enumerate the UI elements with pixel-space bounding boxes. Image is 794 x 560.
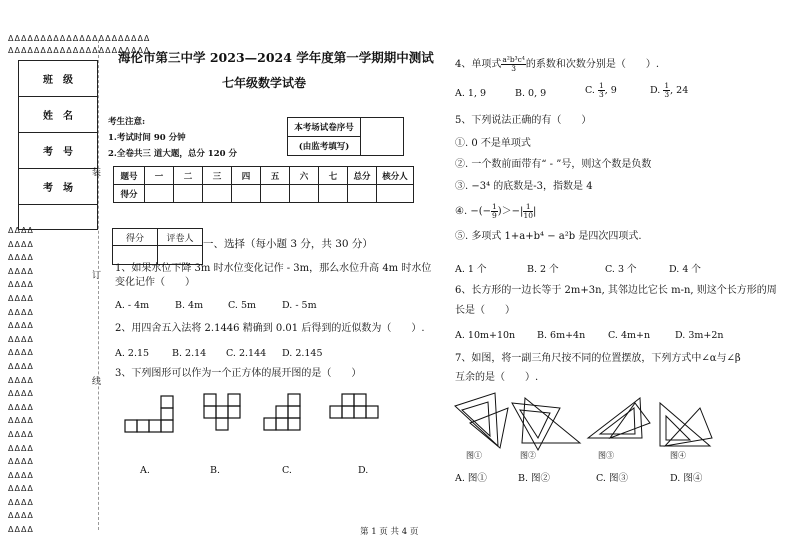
- score-cell-7[interactable]: [319, 185, 348, 203]
- q4-d-num: 1: [664, 81, 670, 90]
- cube-net-c: [264, 394, 300, 430]
- class-label: 班 级: [19, 61, 98, 97]
- q6-line2: 长是（ ）: [455, 305, 515, 316]
- seq-fill-cell[interactable]: [361, 118, 404, 156]
- cube-net-a: [125, 396, 173, 432]
- triangle-row: ΔΔΔΔ: [8, 511, 34, 521]
- triangle-row: ΔΔΔΔ: [8, 348, 34, 358]
- triangle-row: ΔΔΔΔ: [8, 307, 34, 317]
- fig-label-3: 图③: [598, 451, 614, 460]
- triangle-row: ΔΔΔΔ: [8, 280, 34, 290]
- score-header-7: 七: [319, 167, 348, 185]
- q4-option-c-letter: C.: [585, 85, 595, 96]
- section1-title: 一、选择（每小题 3 分，共 30 分）: [203, 238, 373, 250]
- score-header-8: 总分: [348, 167, 377, 185]
- score-cell-8[interactable]: [348, 185, 377, 203]
- q4-d-tail: , 24: [670, 85, 689, 96]
- fig-label-1: 图①: [466, 451, 482, 460]
- triangle-border-top-2: ΔΔΔΔΔΔΔΔΔΔΔΔΔΔΔΔΔΔΔΔΔΔ: [8, 46, 151, 55]
- q4-c-den: 3: [598, 90, 604, 99]
- name-label: 姓 名: [19, 97, 98, 133]
- q2-stem: 2、用四舍五入法将 2.1446 精确到 0.01 后得到的近似数为（ ）.: [115, 323, 425, 334]
- q3-option-c[interactable]: C.: [282, 465, 292, 476]
- triangle-row: ΔΔΔΔ: [8, 293, 34, 303]
- q1-option-c[interactable]: C. 5m: [228, 300, 257, 311]
- q5-frac1-n: 1: [492, 202, 497, 211]
- score-cell-6[interactable]: [290, 185, 319, 203]
- cube-net-figures: [120, 390, 420, 440]
- q4-option-a[interactable]: A. 1, 9: [455, 88, 487, 99]
- binding-mark-ding: 订: [92, 271, 102, 281]
- q7-option-a[interactable]: A. 图①: [455, 473, 487, 484]
- triangle-row: ΔΔΔΔ: [8, 497, 34, 507]
- q5-item-5: ⑤. 多项式 1+a+b⁴ − a²b 是四次四项式.: [455, 231, 642, 242]
- q5-item-4-end: |: [532, 206, 537, 217]
- binding-line: [98, 40, 99, 530]
- binding-mark-zhuang: 装: [92, 168, 102, 178]
- q3-option-a[interactable]: A.: [140, 465, 150, 476]
- notes-title: 考生注意:: [108, 117, 146, 127]
- q5-item-4-mid: )＞−|: [497, 206, 524, 217]
- score-cell-9[interactable]: [377, 185, 414, 203]
- note-time: 1.考试时间 90 分钟: [108, 133, 186, 143]
- triangle-row: ΔΔΔΔ: [8, 226, 34, 235]
- seq-note: (由监考填写): [288, 137, 361, 156]
- binding-mark-xian: 线: [92, 377, 102, 387]
- triangle-row: ΔΔΔΔ: [8, 253, 34, 263]
- exam-room-label: 考 场: [19, 169, 98, 205]
- score-header-0: 题号: [114, 167, 145, 185]
- triangle-row: ΔΔΔΔ: [8, 389, 34, 399]
- q4-option-c[interactable]: [585, 82, 617, 99]
- triangle-row: ΔΔΔΔ: [8, 321, 34, 331]
- figure-4: [660, 403, 712, 446]
- score-cell-3[interactable]: [203, 185, 232, 203]
- q4-option-b[interactable]: B. 0, 9: [515, 88, 547, 99]
- q4-option-d[interactable]: [650, 82, 688, 99]
- q5-item-4: [455, 203, 536, 220]
- grade-grader-label: 评卷人: [158, 229, 203, 246]
- q1-option-a[interactable]: A. - 4m: [115, 300, 150, 311]
- q5-frac2-n: 1: [523, 203, 533, 212]
- figure-1: [455, 393, 508, 448]
- grade-score-label: 得分: [113, 229, 158, 246]
- seq-number-table: [287, 117, 404, 156]
- q7-line1: 7、如图，将一副三角尺按不同的位置摆放，下列方式中∠α与∠β: [455, 353, 741, 364]
- q4-stem: [455, 56, 659, 73]
- triangle-row: ΔΔΔΔ: [8, 361, 34, 371]
- q5-stem: 5、下列说法正确的有（ ）: [455, 115, 592, 126]
- q4-monomial: [501, 56, 526, 73]
- q5-frac1-d: 9: [492, 211, 497, 220]
- score-cell-1[interactable]: [145, 185, 174, 203]
- triangle-row: ΔΔΔΔ: [8, 470, 34, 480]
- score-table: [113, 166, 414, 203]
- triangle-border-rows: [8, 224, 34, 537]
- q3-stem: 3、下列图形可以作为一个正方体的展开图的是（ ）: [115, 368, 362, 379]
- triangle-row: ΔΔΔΔ: [8, 484, 34, 494]
- q5-item-2: ②. 一个数前面带有“ - ”号，则这个数是负数: [455, 159, 652, 170]
- triangle-row: ΔΔΔΔ: [8, 525, 34, 535]
- q1-option-b[interactable]: B. 4m: [175, 300, 204, 311]
- q3-option-b[interactable]: B.: [210, 465, 221, 476]
- figure-2: [512, 398, 580, 450]
- q5-item-4-a: −(−: [470, 206, 491, 217]
- q7-line2: 互余的是（ ）.: [455, 372, 539, 383]
- score-header-5: 五: [261, 167, 290, 185]
- triangle-row: ΔΔΔΔ: [8, 239, 34, 249]
- q2-option-d[interactable]: D. 2.145: [282, 348, 323, 359]
- q4-suffix: 的系数和次数分别是（ ）.: [525, 59, 660, 70]
- q6-option-d[interactable]: D. 3m+2n: [675, 330, 724, 341]
- q1-line1: 1、如果水位下降 3m 时水位变化记作 - 3m，那么水位升高 4m 时水位: [115, 263, 432, 274]
- exam-subtitle: 七年级数学试卷: [222, 76, 307, 90]
- triangle-row: ΔΔΔΔ: [8, 443, 34, 453]
- score-cell-2[interactable]: [174, 185, 203, 203]
- cube-net-d: [330, 394, 378, 418]
- q4-d-den: 3: [664, 90, 670, 99]
- triangle-row: ΔΔΔΔ: [8, 457, 34, 467]
- q6-line1: 6、长方形的一边长等于 2m+3n, 其邻边比它长 m-n, 则这个长方形的周: [455, 285, 777, 296]
- exam-title: 海伦市第三中学 2023—2024 学年度第一学期期中测试: [118, 50, 434, 65]
- fig-label-2: 图②: [520, 451, 536, 460]
- q5-item-4-num: ④.: [455, 206, 471, 217]
- figure-3: [588, 398, 650, 438]
- score-cell-4[interactable]: [232, 185, 261, 203]
- triangle-row: ΔΔΔΔ: [8, 334, 34, 344]
- score-cell-5[interactable]: [261, 185, 290, 203]
- q5-option-a[interactable]: A. 1 个: [455, 264, 487, 275]
- q4-monomial-num: a²b³c⁴: [502, 55, 525, 64]
- q4-c-tail: , 9: [604, 85, 617, 96]
- note-total: 2.全卷共三 道大题，总分 120 分: [108, 149, 237, 159]
- q5-option-c[interactable]: C. 3 个: [605, 264, 637, 275]
- triangle-row: ΔΔΔΔ: [8, 429, 34, 439]
- score-header-6: 六: [290, 167, 319, 185]
- cube-net-b: [204, 394, 240, 430]
- q5-item-3: ③. −3⁴ 的底数是-3，指数是 4: [455, 181, 593, 192]
- q5-item-1: ①. 0 不是单项式: [455, 138, 531, 149]
- score-header-3: 三: [203, 167, 232, 185]
- page-footer: 第 1 页 共 4 页: [360, 527, 419, 537]
- triangle-ruler-figures: [450, 388, 730, 458]
- q4-option-d-letter: D.: [650, 85, 661, 96]
- score-header-1: 一: [145, 167, 174, 185]
- score-header-2: 二: [174, 167, 203, 185]
- q5-option-d[interactable]: D. 4 个: [669, 264, 701, 275]
- q5-frac2-d: 10: [523, 211, 533, 220]
- fig-label-4: 图④: [670, 451, 686, 460]
- score-header-9: 核分人: [377, 167, 414, 185]
- score-header-4: 四: [232, 167, 261, 185]
- q1-line2: 变化记作（ ）: [115, 277, 195, 288]
- q5-option-b[interactable]: B. 2 个: [527, 264, 559, 275]
- q2-option-b[interactable]: B. 2.14: [172, 348, 207, 359]
- triangle-row: ΔΔΔΔ: [8, 416, 34, 426]
- q7-option-b[interactable]: B. 图②: [518, 473, 551, 484]
- q4-prefix: 4、单项式: [455, 59, 502, 70]
- q1-option-d[interactable]: D. - 5m: [282, 300, 317, 311]
- triangle-border-top: ΔΔΔΔΔΔΔΔΔΔΔΔΔΔΔΔΔΔΔΔΔΔ: [8, 34, 151, 43]
- q6-option-b[interactable]: B. 6m+4n: [537, 330, 586, 341]
- exam-number-label: 考 号: [19, 133, 98, 169]
- q7-option-d[interactable]: D. 图④: [670, 473, 703, 484]
- grade-box: [112, 228, 203, 265]
- triangle-row: ΔΔΔΔ: [8, 266, 34, 276]
- triangle-row: ΔΔΔΔ: [8, 375, 34, 385]
- score-row-label: 得分: [114, 185, 145, 203]
- q4-monomial-den: 3: [511, 64, 517, 73]
- q2-option-c[interactable]: C. 2.144: [226, 348, 267, 359]
- q4-c-num: 1: [598, 81, 604, 90]
- q3-option-d[interactable]: D.: [358, 465, 369, 476]
- q6-option-c[interactable]: C. 4m+n: [608, 330, 651, 341]
- q7-option-c[interactable]: C. 图③: [596, 473, 628, 484]
- seq-label: 本考场试卷序号: [288, 118, 361, 137]
- student-info-table: [18, 60, 98, 230]
- q2-option-a[interactable]: A. 2.15: [115, 348, 150, 359]
- triangle-row: ΔΔΔΔ: [8, 402, 34, 412]
- q6-option-a[interactable]: A. 10m+10n: [455, 330, 516, 341]
